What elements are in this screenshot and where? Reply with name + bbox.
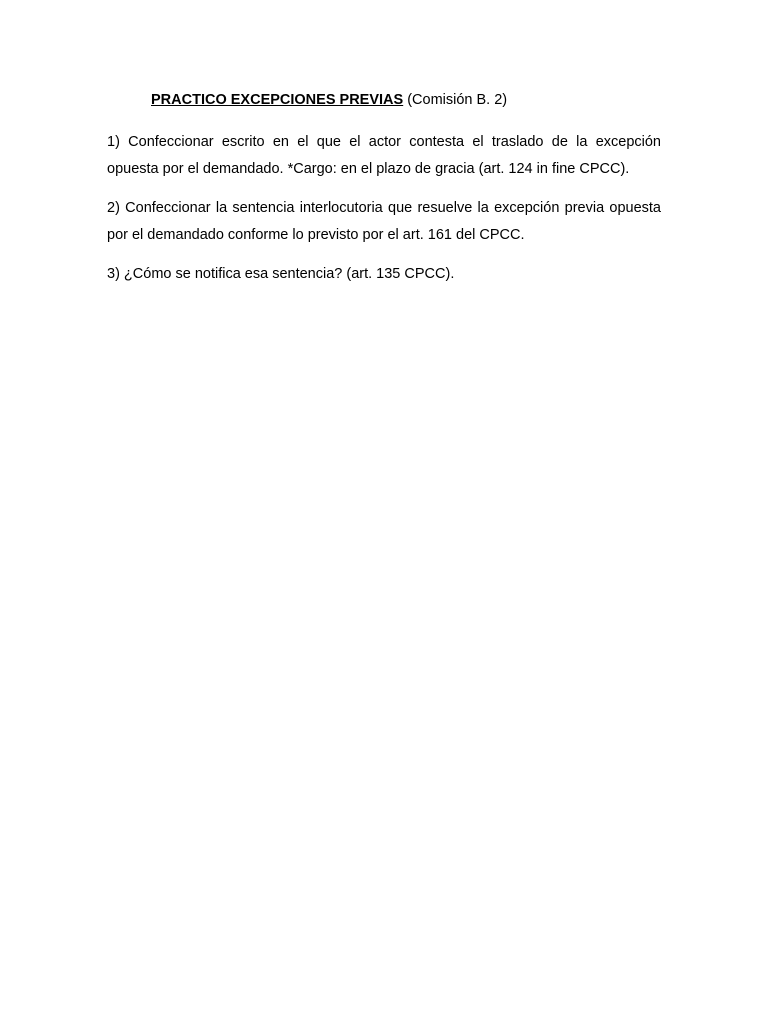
document-page (107, 88, 661, 300)
document-subtitle: (Comisión B. 2) (403, 92, 508, 108)
document-title: PRACTICO EXCEPCIONES PREVIAS (151, 92, 404, 108)
list-item-3: 3) ¿Cómo se notifica esa sentencia? (art. 135 CPCC). (107, 266, 455, 282)
document-heading (151, 88, 661, 112)
list-item-1: 1) Confeccionar escrito en el que el actor contesta el traslado de la excepción opuesta por el demandado. *Cargo: en el plazo de gracia (art. 124 in fine CPCC). (107, 134, 661, 177)
list-item-2: 2) Confeccionar la sentencia interlocutoria que resuelve la excepción previa opuesta por el demandado conforme lo previsto por el art. 161 del CPCC. (107, 200, 661, 243)
